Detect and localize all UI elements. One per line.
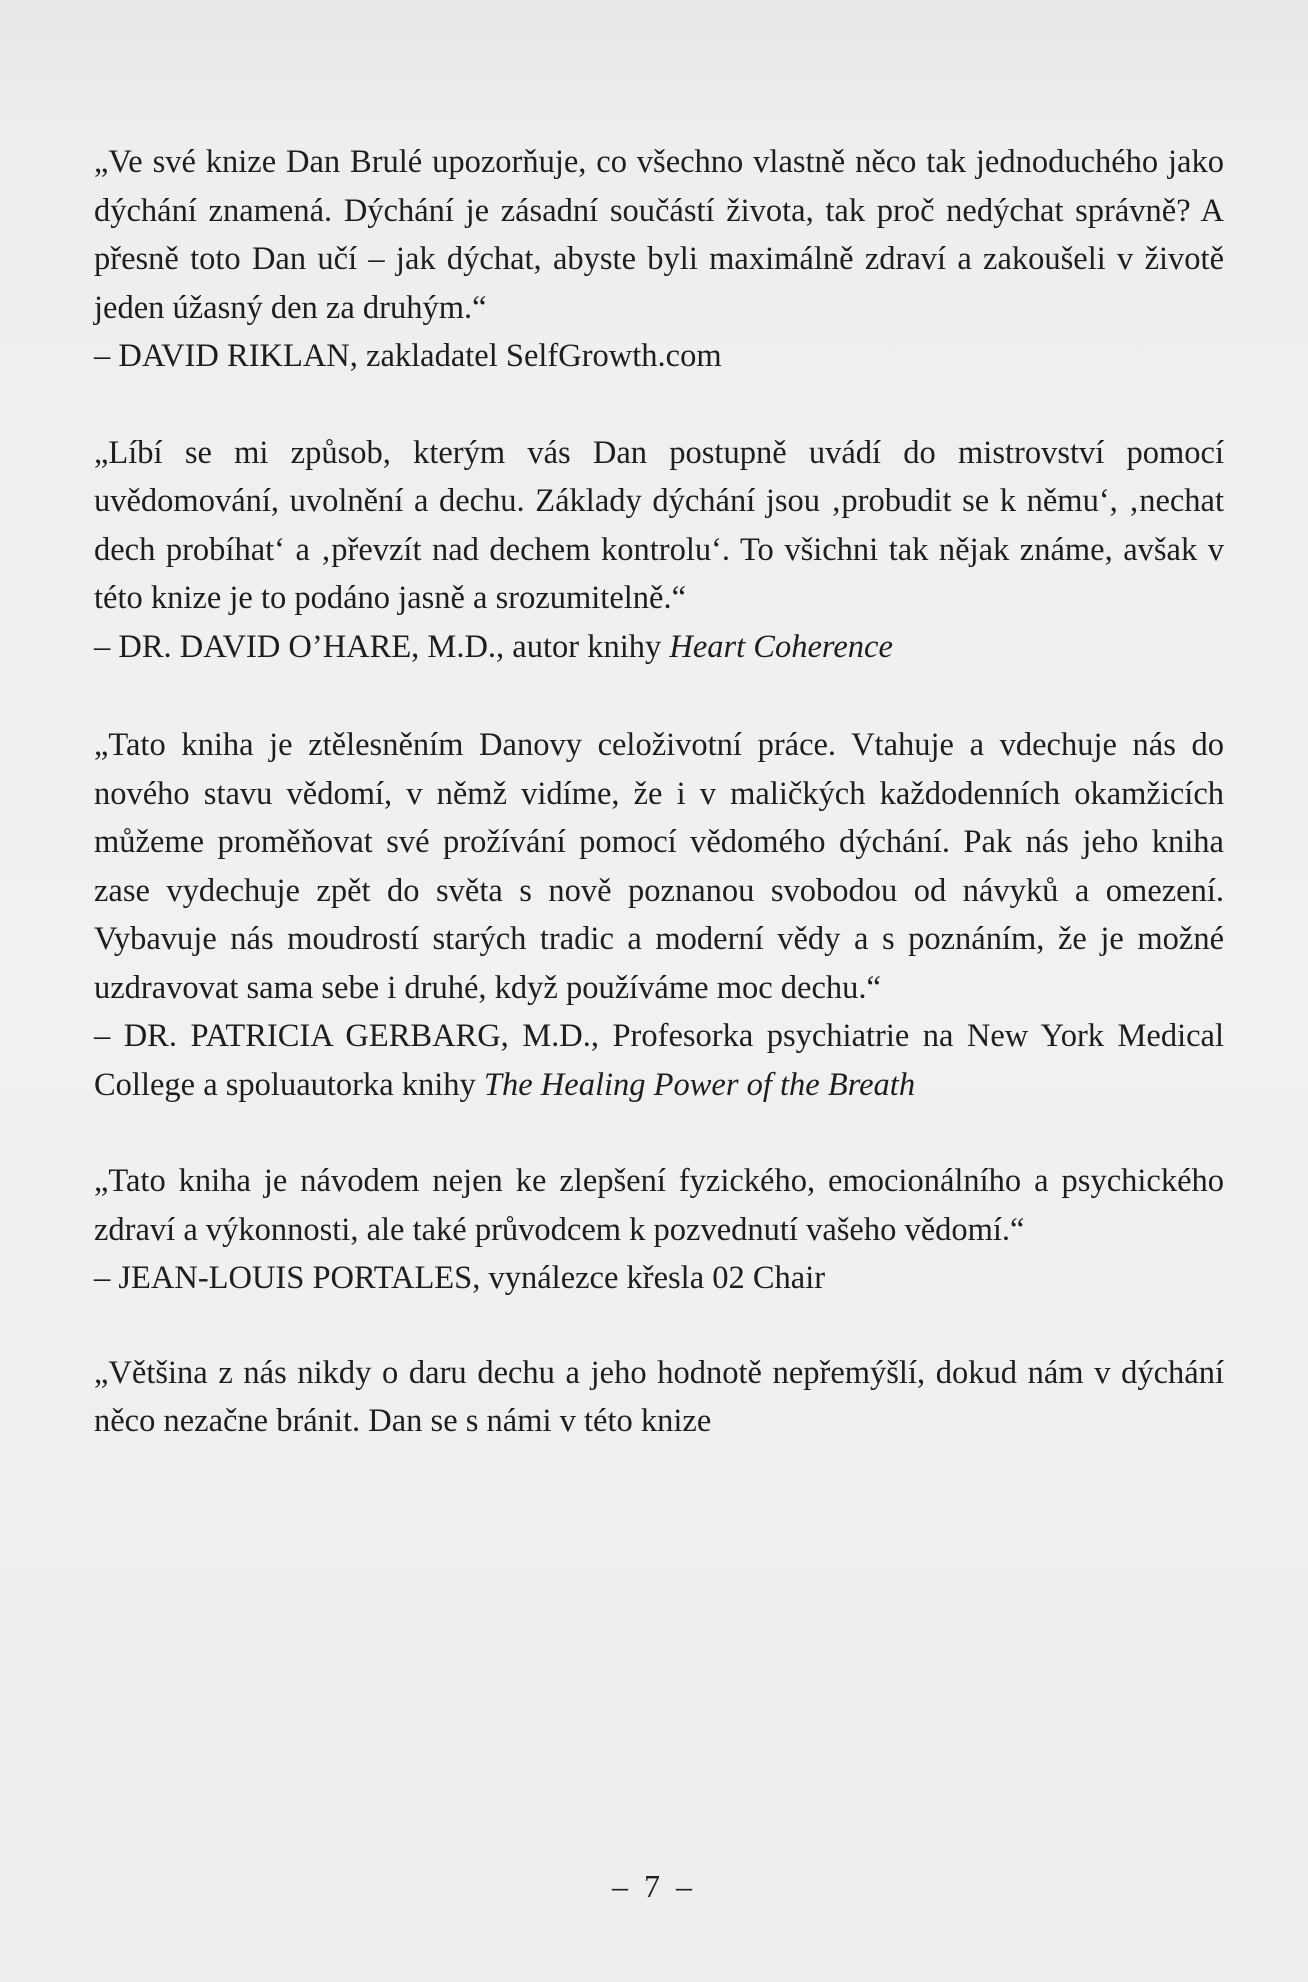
endorsement-attribution bbox=[94, 332, 1224, 381]
endorsement-author: – DR. PATRICIA GERBARG, M.D. bbox=[94, 1018, 591, 1054]
endorsement-quote: „Tato kniha je návodem nejen ke zlepšení fyzického, emocionálního a psychického zdraví a výkonnosti, ale také průvodcem k pozvednutí vašeho vědomí.“ bbox=[94, 1163, 1224, 1248]
endorsement-quote: „Tato kniha je ztělesněním Danovy celoživotní práce. Vtahuje a vdechuje nás do nového stavu vědomí, v němž vidíme, že i v maličkých každodenních okamžicích můžeme proměňovat své prožívání pomocí vědomého dýchání. Pak nás jeho kniha zase vydechuje zpět do světa s nově poznanou svobodou od návyků a omezení. Vybavuje nás moudrostí starých tradic a moderní vědy a s poznáním, že je možné uzdravovat sama sebe i druhé, když používáme moc dechu.“ bbox=[94, 727, 1224, 1006]
endorsement-author: – DAVID RIKLAN bbox=[94, 338, 350, 374]
endorsement-riklan bbox=[94, 138, 1224, 381]
endorsement-quote: „Většina z nás nikdy o daru dechu a jeho hodnotě nepřemýšlí, dokud nám v dýchání něco nezačne bránit. Dan se s námi v této knize bbox=[94, 1354, 1224, 1439]
endorsement-role: , Profesorka psychiatrie na New York Medical College a spoluautorka knihy bbox=[94, 1018, 1224, 1103]
endorsement-book-title: The Healing Power of the Breath bbox=[483, 1066, 916, 1103]
endorsement-continued bbox=[94, 1349, 1224, 1446]
endorsement-ohare bbox=[94, 429, 1224, 672]
endorsement-role: , zakladatel SelfGrowth.com bbox=[349, 338, 722, 374]
endorsement-author: – DR. DAVID O’HARE, M.D. bbox=[94, 628, 497, 665]
endorsement-role: , vynálezce křesla 02 Chair bbox=[472, 1260, 826, 1296]
endorsement-author: – JEAN-LOUIS PORTALES bbox=[94, 1260, 473, 1296]
endorsements-page bbox=[94, 138, 1224, 1494]
endorsement-quote: „Ve své knize Dan Brulé upozorňuje, co všechno vlastně něco tak jednoduchého jako dýchání znamená. Dýchání je zásadní součástí života, tak proč nedýchat správně? A přesně toto Dan učí – jak dýchat, abyste byli maximálně zdraví a zakoušeli v životě jeden úžasný den za druhým.“ bbox=[94, 144, 1224, 326]
endorsement-role: , autor knihy bbox=[496, 628, 670, 665]
endorsement-attribution bbox=[94, 1012, 1224, 1109]
endorsement-attribution bbox=[94, 1254, 1224, 1303]
page-number: – 7 – bbox=[612, 1868, 696, 1904]
endorsement-book-title: Heart Coherence bbox=[669, 628, 893, 665]
endorsement-gerbarg bbox=[94, 721, 1224, 1109]
endorsement-portales bbox=[94, 1157, 1224, 1303]
endorsement-attribution bbox=[94, 623, 1224, 672]
endorsement-quote: „Líbí se mi způsob, kterým vás Dan postupně uvádí do mistrovství pomocí uvědomování, uvolnění a dechu. Základy dýchání jsou ‚probudit se k němu‘, ‚nechat dech probíhat‘ a ‚převzít nad dechem kontrolu‘. To všichni tak nějak známe, avšak v této knize je to podáno jasně a srozumitelně.“ bbox=[94, 434, 1224, 616]
